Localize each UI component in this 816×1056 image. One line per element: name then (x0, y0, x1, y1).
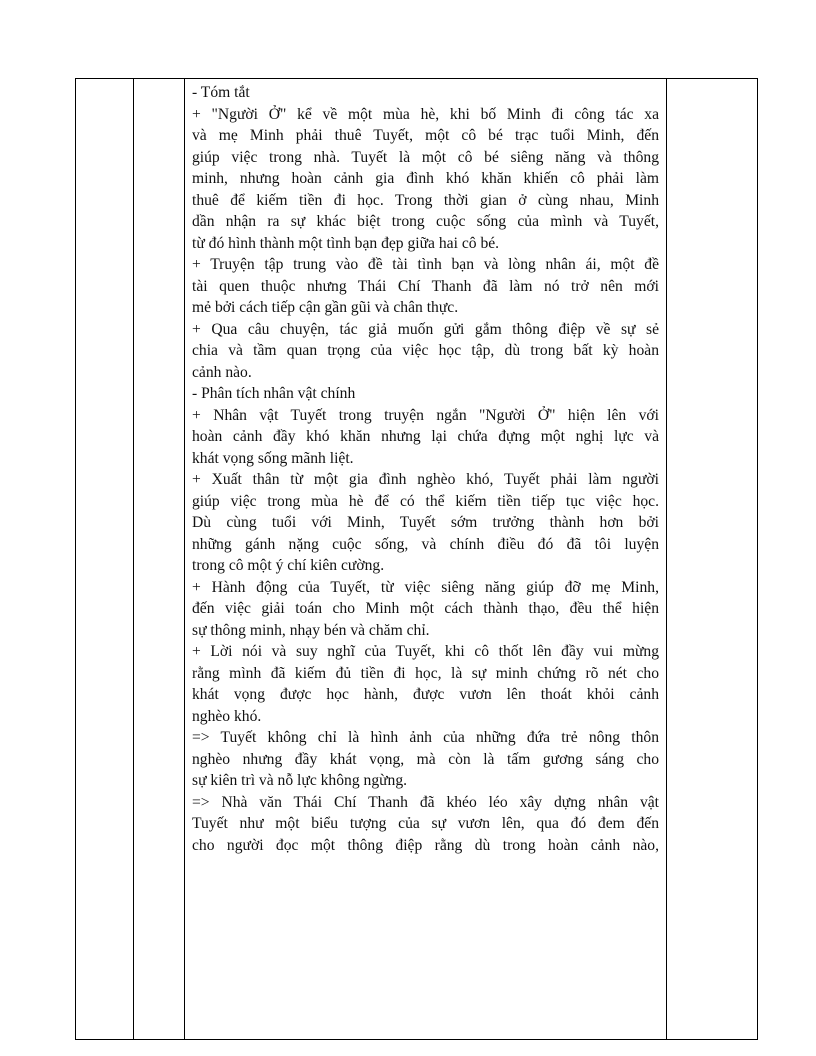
text-line: + Xuất thân từ một gia đình nghèo khó, Tuyết phải làm người (192, 471, 659, 488)
text-line: giúp việc trong nhà. Tuyết là một cô bé siêng năng và thông (192, 148, 659, 166)
text-line: sự kiên trì và nỗ lực không ngừng. (192, 772, 408, 789)
text-line: + Lời nói và suy nghĩ của Tuyết, khi cô thốt lên đầy vui mừng (192, 643, 659, 660)
text-line: Tuyết như một biểu tượng của sự vươn lên, qua đó đem đến (192, 815, 659, 832)
text-line: cảnh nào. (192, 363, 252, 381)
text-line: giúp việc trong mùa hè để có thể kiếm tiền tiếp tục việc học. (192, 492, 659, 510)
text-line: + Truyện tập trung vào đề tài tình bạn và lòng nhân ái, một đề (192, 256, 659, 273)
text-line: + "Người Ở" kể về một mùa hè, khi bố Minh đi công tác xa (192, 105, 659, 123)
text-line: thuê để kiếm tiền đi học. Trong thời gian ở cùng nhau, Minh (192, 191, 659, 209)
text-line: dần nhận ra sự khác biệt trong cuộc sống của mình và Tuyết, (192, 213, 659, 230)
text-line: khát vọng được học hành, được vươn lên thoát khỏi cảnh (192, 686, 659, 703)
text-line: sự thông minh, nhạy bén và chăm chỉ. (192, 621, 430, 639)
table-cell-column-2 (134, 79, 185, 1040)
text-line: nghèo khó. (192, 707, 262, 725)
content-text (192, 82, 659, 856)
text-line: mẻ bởi cách tiếp cận gần gũi và chân thực. (192, 299, 459, 316)
text-line: rằng mình đã kiếm đủ tiền đi học, là sự minh chứng rõ nét cho (192, 664, 659, 682)
text-line: - Phân tích nhân vật chính (192, 385, 356, 402)
text-line: + Nhân vật Tuyết trong truyện ngắn "Người Ở" hiện lên với (192, 406, 659, 424)
text-line: hoàn cảnh đầy khó khăn nhưng lại chứa đựng một nghị lực và (192, 428, 659, 445)
text-line: từ đó hình thành một tình bạn đẹp giữa hai cô bé. (192, 234, 500, 252)
text-line: - Tóm tắt (192, 84, 250, 101)
table-cell-content (185, 79, 667, 1040)
table-cell-column-4 (667, 79, 758, 1040)
text-line: khát vọng sống mãnh liệt. (192, 449, 354, 467)
text-line: tài quen thuộc nhưng Thái Chí Thanh đã làm nó trở nên mới (192, 277, 659, 295)
text-line: cho người đọc một thông điệp rằng dù trong hoàn cảnh nào, (192, 836, 659, 854)
text-line: + Qua câu chuyện, tác giả muốn gửi gắm thông điệp về sự sẻ (192, 320, 659, 338)
text-line: Dù cùng tuổi với Minh, Tuyết sớm trưởng thành hơn bởi (192, 514, 659, 531)
text-line: trong cô một ý chí kiên cường. (192, 557, 385, 574)
text-line: và mẹ Minh phải thuê Tuyết, một cô bé trạc tuổi Minh, đến (192, 127, 659, 144)
text-line: => Nhà văn Thái Chí Thanh đã khéo léo xây dựng nhân vật (192, 793, 659, 811)
table-cell-column-1 (76, 79, 134, 1040)
text-line: nghèo nhưng đầy khát vọng, mà còn là tấm gương sáng cho (192, 750, 659, 768)
document-table (75, 78, 758, 1040)
text-line: + Hành động của Tuyết, từ việc siêng năng giúp đỡ mẹ Minh, (192, 578, 659, 596)
text-line: đến việc giải toán cho Minh một cách thành thạo, đều thể hiện (192, 600, 659, 617)
text-line: minh, nhưng hoàn cảnh gia đình khó khăn khiến cô phải làm (192, 170, 659, 187)
text-line: => Tuyết không chỉ là hình ảnh của những đứa trẻ nông thôn (192, 729, 659, 746)
text-line: chia và tầm quan trọng của việc học tập, dù trong bất kỳ hoàn (192, 342, 659, 359)
text-line: những gánh nặng cuộc sống, và chính điều đó đã tôi luyện (192, 535, 659, 553)
table-row (76, 79, 758, 1040)
